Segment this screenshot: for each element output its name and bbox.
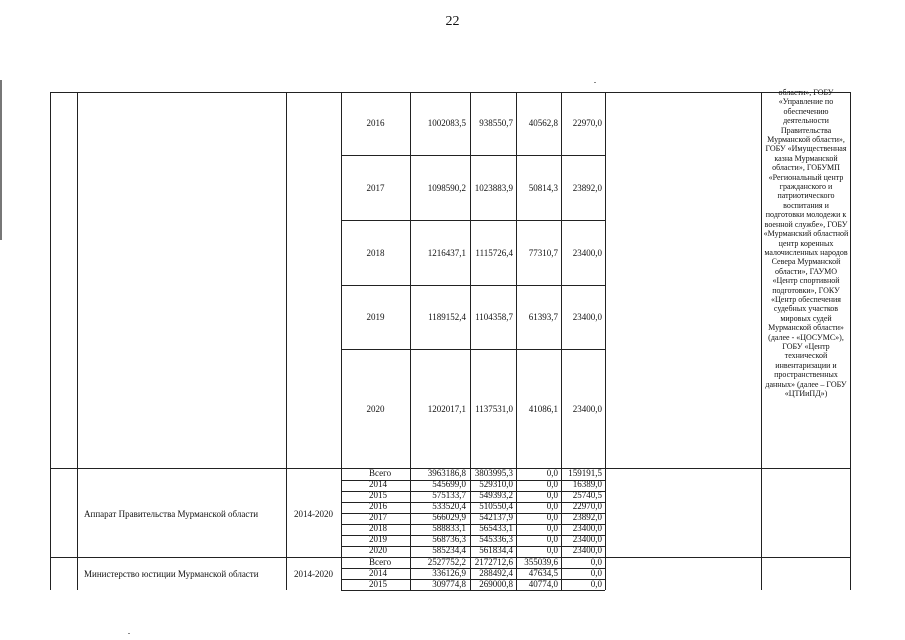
table-cell: 2172712,6	[474, 557, 513, 567]
table-cell: 545336,3	[479, 534, 513, 544]
table-cell: 159191,5	[568, 468, 602, 478]
table-cell: 575133,7	[432, 490, 466, 500]
table-cell: 0,0	[590, 557, 602, 567]
table-cell: 0,0	[590, 568, 602, 578]
justice-name: Министерство юстиции Мурманской области	[84, 569, 259, 579]
table-cell: 47634,5	[528, 568, 558, 578]
table-cell: 25740,5	[572, 490, 602, 500]
table-cell: 0,0	[546, 468, 558, 478]
table-cell: 23400,0	[572, 545, 602, 555]
table-cell: 23892,0	[572, 512, 602, 522]
table-cell: 355039,6	[524, 557, 558, 567]
table-cell: 2019	[369, 534, 387, 544]
table-cell: 568736,3	[432, 534, 466, 544]
table-cell: 23400,0	[572, 534, 602, 544]
table-cell: 0,0	[546, 501, 558, 511]
apparat-name: Аппарат Правительства Мурманской области	[84, 509, 259, 519]
table-cell: 0,0	[546, 490, 558, 500]
table-cell: 2015	[369, 579, 387, 589]
table-cell: 0,0	[546, 534, 558, 544]
table-cell: 2020	[369, 545, 387, 555]
page-number: 22	[445, 14, 460, 29]
table-cell: 2015	[369, 490, 387, 500]
table-cell: 2014	[369, 568, 387, 578]
table-cell: 0,0	[546, 523, 558, 533]
table-cell: 0,0	[546, 545, 558, 555]
table-cell: 545699,0	[432, 479, 466, 489]
table-cell: 2527752,2	[427, 557, 466, 567]
table-cell: 0,0	[590, 579, 602, 589]
table-cell: 0,0	[546, 512, 558, 522]
table-cell: 533520,4	[432, 501, 466, 511]
table-cell: 269000,8	[479, 579, 513, 589]
table-cell: 565433,1	[479, 523, 513, 533]
justice-period: 2014-2020	[294, 569, 333, 579]
table-cell: 3803995,3	[474, 468, 513, 478]
table-cell: Всего	[369, 557, 392, 567]
scan-edge-mark	[0, 80, 2, 240]
table-cell: 336126,9	[432, 568, 466, 578]
table-cell: 549393,2	[479, 490, 513, 500]
table-cell: 2014	[369, 479, 387, 489]
table-cell: 2017	[369, 512, 387, 522]
table-cell: Всего	[369, 468, 392, 478]
table-cell: 40774,0	[528, 579, 558, 589]
apparat-period: 2014-2020	[294, 509, 333, 519]
table-cell: 561834,4	[479, 545, 513, 555]
table-cell: 566029,9	[432, 512, 466, 522]
scan-speck	[128, 633, 130, 634]
table-cell: 3963186,8	[427, 468, 466, 478]
table-cell: 585234,4	[432, 545, 466, 555]
table-cell: 588833,1	[432, 523, 466, 533]
table-cell: 309774,8	[432, 579, 466, 589]
table-cell: 2016	[369, 501, 387, 511]
table-cell: 510550,4	[479, 501, 513, 511]
executors-text: области», ГОБУ «Управление по обеспечению деятельности Правительства Мурманской области», ГОБУ «Имущественная казна Мурманской области», ГОБУМП «Региональный центр гражданского и патриотического воспитания и подготовки молодежи к военной службе», ГОБУ «Мурманский областной центр коренных малочисленных народов Севера Мурманской области», ГАУМО «Центр спортивной подготовки», ГОКУ «Центр обеспечения судебных участков мировых судей Мурманской области» (далее - «ЦОСУМС»), ГОБУ «Центр технической инвентаризации и пространственных данных» (далее – ГОБУ «ЦТИиПД»)	[763, 88, 849, 398]
table-cell: 22970,0	[572, 501, 602, 511]
scan-speck	[594, 82, 596, 83]
table-cell: 23400,0	[572, 523, 602, 533]
table-cell: 529310,0	[479, 479, 513, 489]
table-cell: 16389,0	[572, 479, 602, 489]
table-cell: 288492,4	[479, 568, 513, 578]
table-cell: 542137,9	[479, 512, 513, 522]
table-cell: 2018	[369, 523, 387, 533]
table-cell: 0,0	[546, 479, 558, 489]
